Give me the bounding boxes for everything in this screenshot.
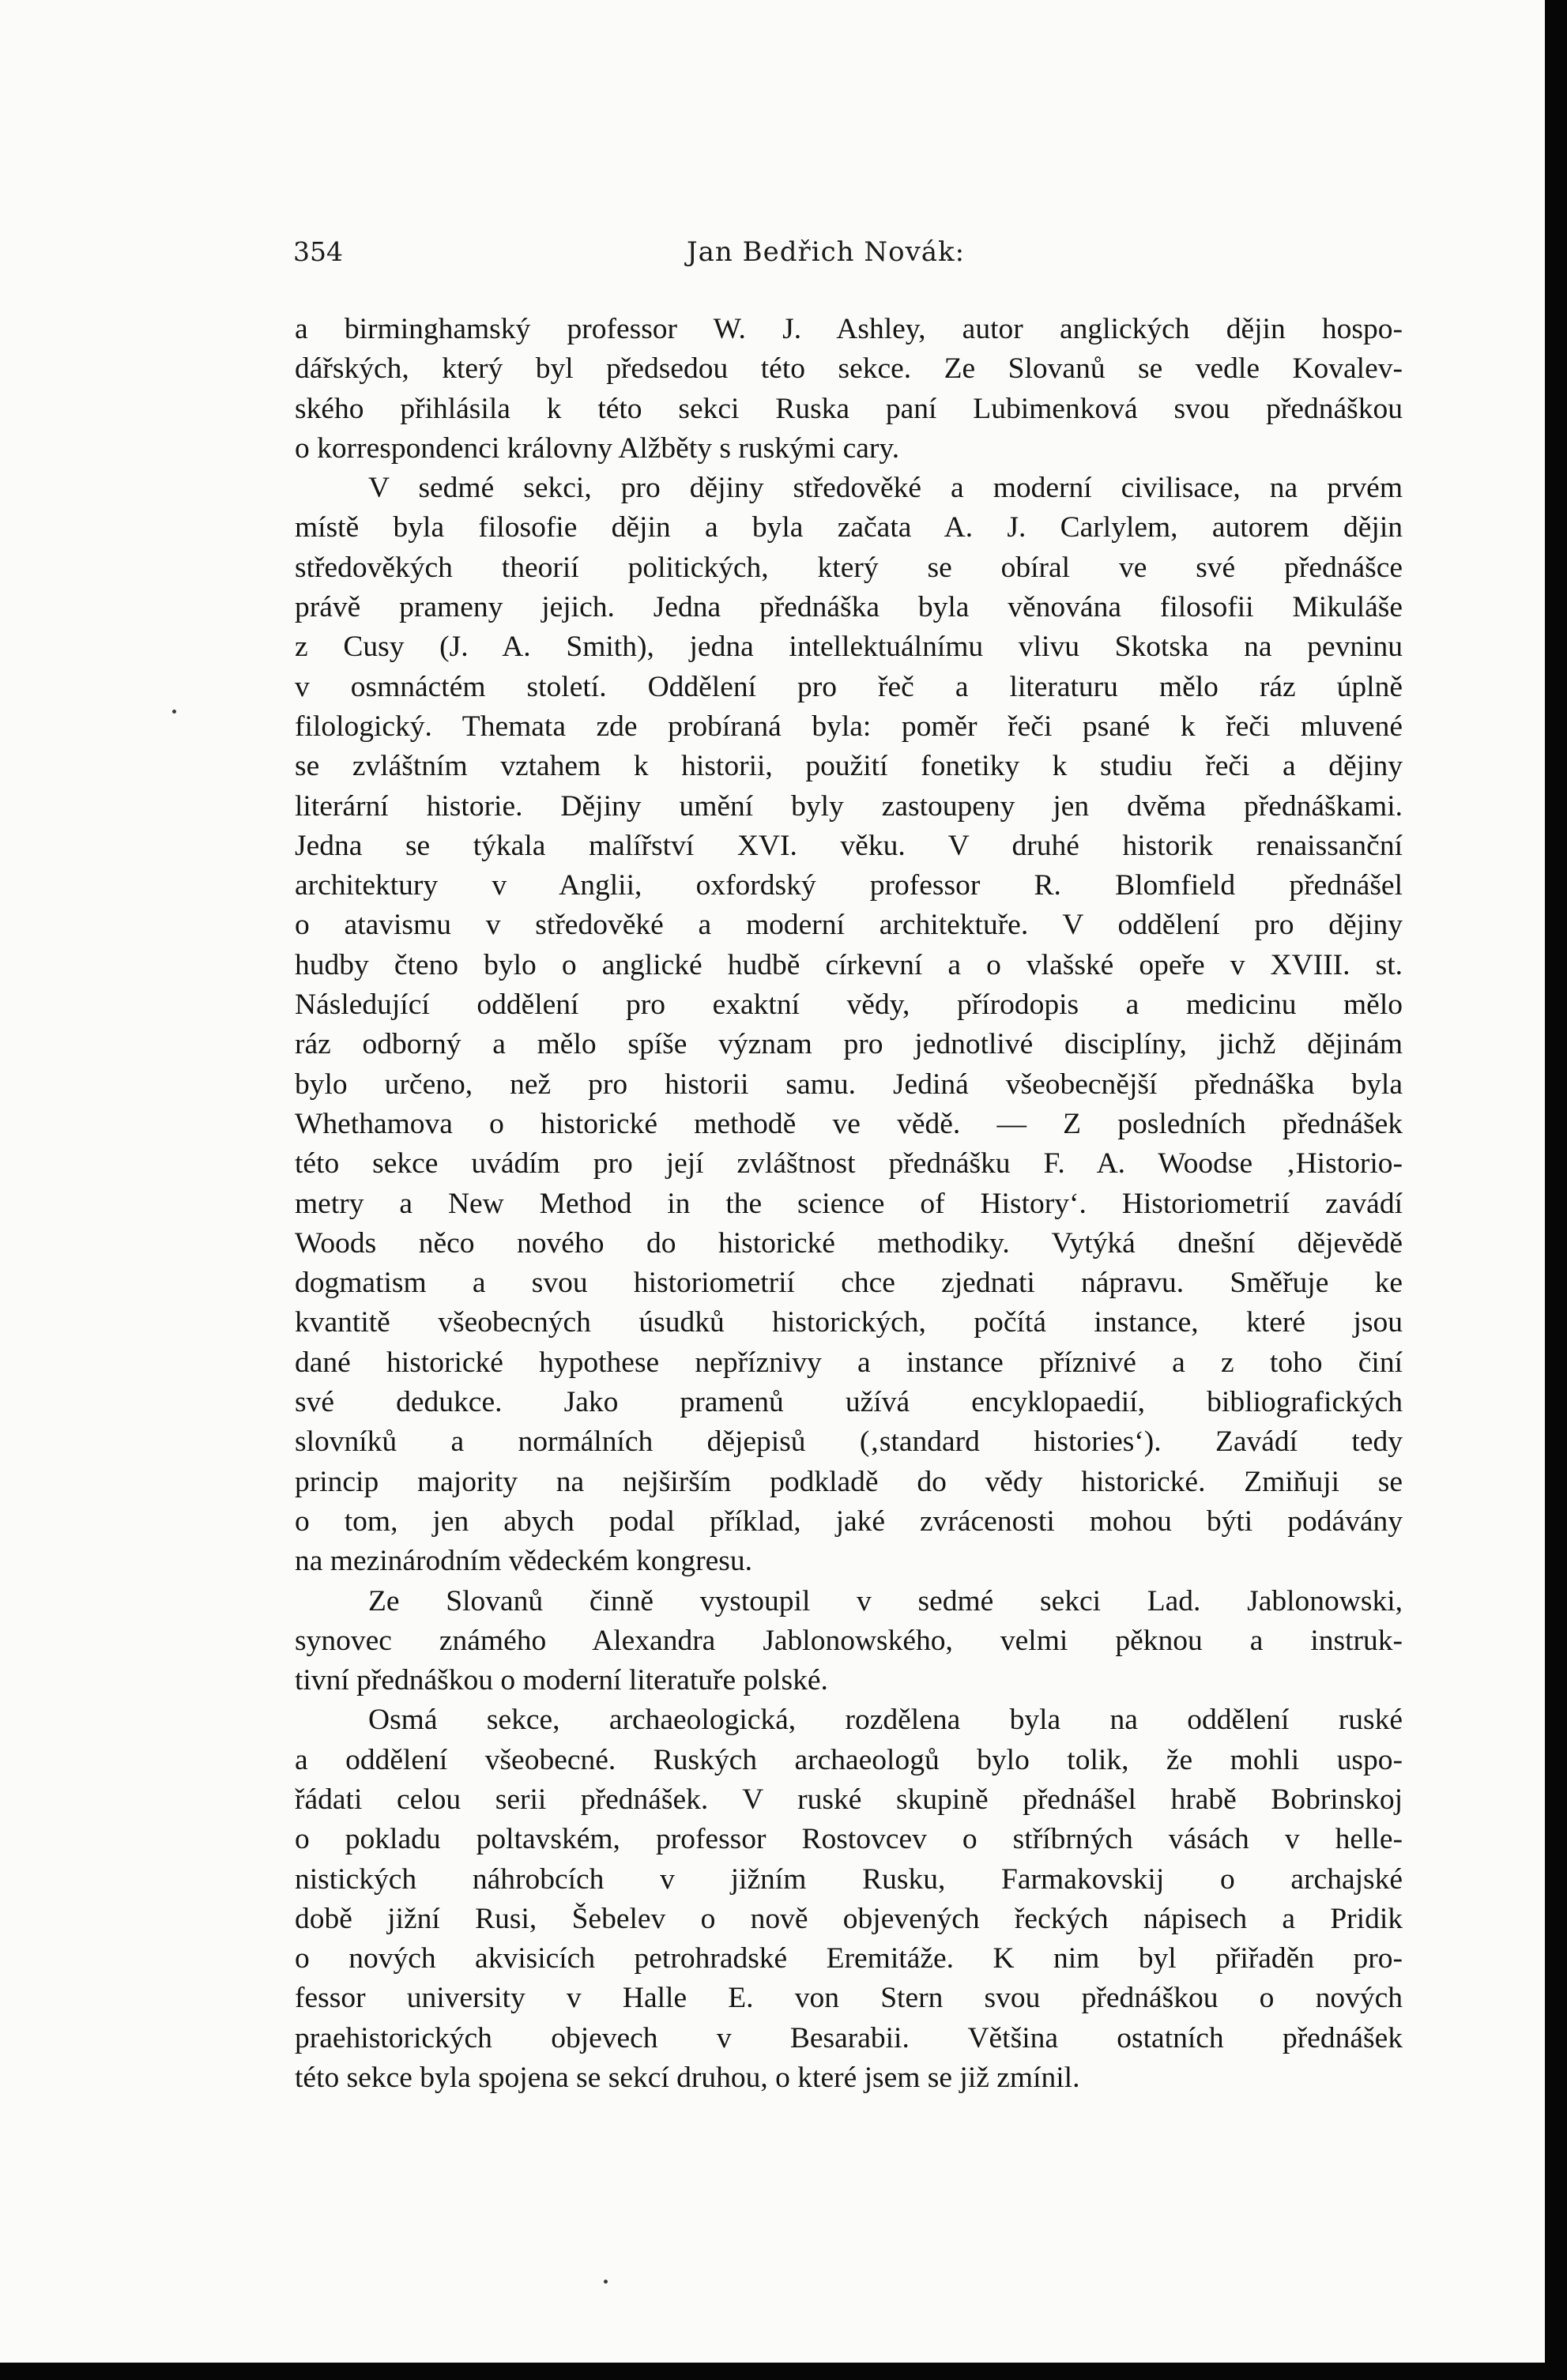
text-line: z Cusy (J. A. Smith), jedna intellektuálnímu vlivu Skotska na pevninu <box>295 631 1403 664</box>
scan-speck <box>604 2280 608 2284</box>
running-head: Jan Bedřich Novák: <box>687 236 966 268</box>
scan-border-right <box>1545 0 1567 2380</box>
text-line: ráz odborný a mělo spíše význam pro jednotlivé disciplíny, jichž dějinám <box>295 1028 1403 1061</box>
text-line: Osmá sekce, archaeologická, rozdělena byla na oddělení ruské <box>368 1704 1403 1737</box>
text-line: kvantitě všeobecných úsudků historických, počítá instance, které jsou <box>295 1306 1403 1339</box>
text-line: Následující oddělení pro exaktní vědy, přírodopis a medicinu mělo <box>295 989 1403 1022</box>
paragraph <box>295 469 1403 1581</box>
text-line: místě byla filosofie dějin a byla začata A. J. Carlylem, autorem dějin <box>295 511 1403 544</box>
text-line: na mezinárodním vědeckém kongresu. <box>295 1545 752 1578</box>
text-line: literární historie. Dějiny umění byly zastoupeny jen dvěma přednáškami. <box>295 789 1403 823</box>
text-line: této sekce uvádím pro její zvláštnost přednášku F. A. Woodse ‚Historio- <box>295 1147 1403 1181</box>
text-line: o pokladu poltavském, professor Rostovcev o stříbrných vásách v helle- <box>295 1823 1403 1856</box>
text-line: dářských, který byl předsedou této sekce. Ze Slovanů se vedle Kovalev- <box>295 352 1403 386</box>
paragraph <box>295 310 1403 469</box>
text-line: se zvláštním vztahem k historii, použití fonetiky k studiu řeči a dějiny <box>295 750 1403 783</box>
text-line: dogmatism a svou historiometrií chce zjednati nápravu. Směřuje ke <box>295 1267 1403 1300</box>
text-line: právě prameny jejich. Jedna přednáška byla věnována filosofii Mikuláše <box>295 591 1403 624</box>
paragraph <box>295 1700 1403 2098</box>
text-line: středověkých theorií politických, který se obíral ve své přednášce <box>295 551 1403 584</box>
text-line: Woods něco nového do historické methodiky. Vytýká dnešní dějevědě <box>295 1226 1403 1260</box>
text-line: a oddělení všeobecné. Ruských archaeologů bylo tolik, že mohli uspo- <box>295 1743 1403 1776</box>
text-line: V sedmé sekci, pro dějiny středověké a moderní civilisace, na prvém <box>368 472 1403 505</box>
text-line: v osmnáctém století. Oddělení pro řeč a literaturu mělo ráz úplně <box>295 670 1403 703</box>
page-number: 354 <box>293 236 343 267</box>
text-line: filologický. Themata zde probíraná byla: poměr řeči psané k řeči mluvené <box>295 710 1403 743</box>
text-line: princip majority na nejširším podkladě do vědy historické. Zmiňuji se <box>295 1465 1403 1498</box>
text-line: a birminghamský professor W. J. Ashley, autor anglických dějin hospo- <box>295 313 1403 345</box>
text-line: ského přihlásila k této sekci Ruska paní Lubimenková svou přednáškou <box>295 392 1403 425</box>
text-line: Ze Slovanů činně vystoupil v sedmé sekci Lad. Jablonowski, <box>368 1584 1403 1617</box>
text-line: řádati celou serii přednášek. V ruské skupině přednášel hrabě Bobrinskoj <box>295 1783 1403 1816</box>
text-line: nistických náhrobcích v jižním Rusku, Farmakovskij o archajské <box>295 1862 1403 1896</box>
scan-speck <box>172 710 176 714</box>
text-line: o atavismu v středověké a moderní architektuře. V oddělení pro dějiny <box>295 909 1403 942</box>
text-line: fessor university v Halle E. von Stern svou přednáškou o nových <box>295 1982 1403 2015</box>
text-line: hudby čteno bylo o anglické hudbě církevní a o vlašské opeře v XVIII. st. <box>295 948 1403 981</box>
text-line: o tom, jen abych podal příklad, jaké zvrácenosti mohou býti podávány <box>295 1504 1403 1538</box>
text-line: praehistorických objevech v Besarabii. Většina ostatních přednášek <box>295 2021 1403 2054</box>
text-line: o nových akvisicích petrohradské Eremitáže. K nim byl přiřaděn pro- <box>295 1942 1403 1975</box>
scan-border-bottom <box>0 2363 1567 2380</box>
text-line: bylo určeno, než pro historii samu. Jediná všeobecnější přednáška byla <box>295 1068 1403 1101</box>
paragraph <box>295 1582 1403 1701</box>
text-line: slovníků a normálních dějepisů (‚standard histories‘). Zavádí tedy <box>295 1425 1403 1459</box>
text-line: Jedna se týkala malířství XVI. věku. V druhé historik renaissanční <box>295 829 1403 862</box>
text-line: této sekce byla spojena se sekcí druhou, o které jsem se již zmínil. <box>295 2062 1080 2095</box>
body-text <box>295 310 1403 2098</box>
text-line: tivní přednáškou o moderní literatuře polské. <box>295 1664 828 1697</box>
text-line: dané historické hypothese nepříznivy a instance příznivé a z toho činí <box>295 1346 1403 1379</box>
text-line: o korrespondenci královny Alžběty s ruskými cary. <box>295 431 900 465</box>
text-line: metry a New Method in the science of History‘. Historiometrií zavádí <box>295 1187 1403 1220</box>
text-line: Whethamova o historické methodě ve vědě. — Z posledních přednášek <box>295 1107 1403 1140</box>
text-line: době jižní Rusi, Šebelev o nově objevených řeckých nápisech a Pridik <box>295 1902 1403 1935</box>
text-line: synovec známého Alexandra Jablonowského, velmi pěknou a instruk- <box>295 1624 1403 1657</box>
text-line: architektury v Anglii, oxfordský professor R. Blomfield přednášel <box>295 869 1403 902</box>
text-line: své dedukce. Jako pramenů užívá encyklopaedií, bibliografických <box>295 1386 1403 1419</box>
page-header <box>293 233 1399 271</box>
